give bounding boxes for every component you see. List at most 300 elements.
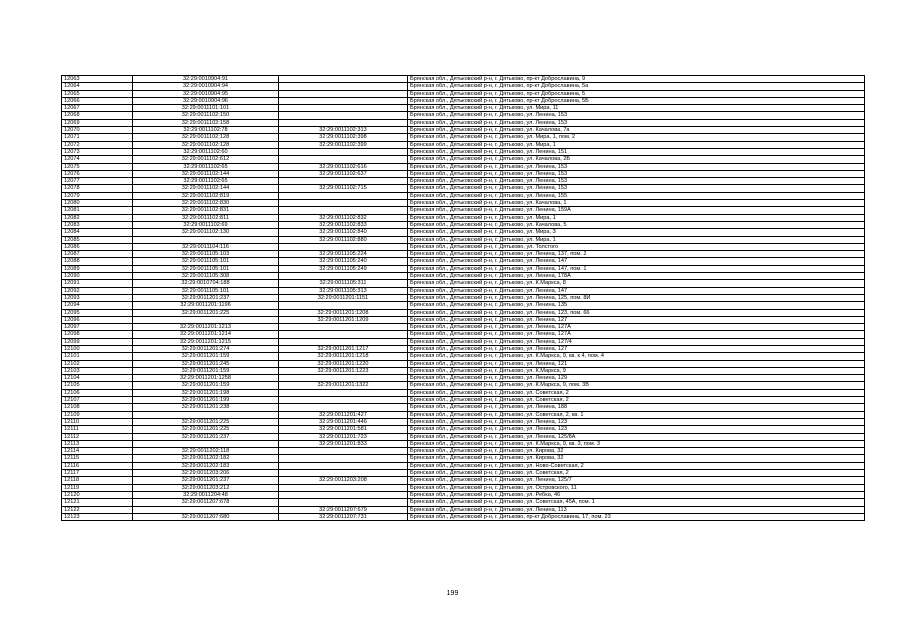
row-number-cell: 12099 xyxy=(62,338,133,345)
row-number-cell: 12063 xyxy=(62,76,133,83)
row-number-cell: 12083 xyxy=(62,221,133,228)
table-row xyxy=(62,367,865,374)
row-number-cell: 12071 xyxy=(62,134,133,141)
table-row xyxy=(62,477,865,484)
object-cadastral-number-cell xyxy=(279,462,408,469)
land-cadastral-number-cell: 32:29:0011201:237 xyxy=(133,294,279,301)
land-cadastral-number-cell: 32:29:0011201:1196 xyxy=(133,302,279,309)
object-cadastral-number-cell xyxy=(279,148,408,155)
object-cadastral-number-cell xyxy=(279,97,408,104)
land-cadastral-number-cell: 32:29:0011201:237 xyxy=(133,433,279,440)
object-cadastral-number-cell: 32:29:0011105:313 xyxy=(279,287,408,294)
table-row xyxy=(62,119,865,126)
address-cell: Брянская обл., Дятьковский р-н, г. Дятьково, пр-кт Доброславина, 5Б xyxy=(408,97,865,104)
land-cadastral-number-cell: 32:29:0011102:65 xyxy=(133,163,279,170)
table-row xyxy=(62,97,865,104)
address-cell: Брянская обл., Дятьковский р-н, г. Дятьково, ул. Кирова, 32 xyxy=(408,448,865,455)
land-cadastral-number-cell: 32:29:0011102:831 xyxy=(133,207,279,214)
row-number-cell: 12068 xyxy=(62,112,133,119)
address-cell: Брянская обл., Дятьковский р-н, г. Дятьково, ул. К.Маркса, 8 xyxy=(408,280,865,287)
table-row xyxy=(62,506,865,513)
address-cell: Брянская обл., Дятьковский р-н, г. Дятьково, ул. Ленина, 153 xyxy=(408,178,865,185)
row-number-cell: 12072 xyxy=(62,141,133,148)
land-cadastral-number-cell: 32:29:0011202:118 xyxy=(133,448,279,455)
object-cadastral-number-cell xyxy=(279,76,408,83)
table-row xyxy=(62,484,865,491)
object-cadastral-number-cell: 32:29:0011105:311 xyxy=(279,280,408,287)
table-row xyxy=(62,345,865,352)
address-cell: Брянская обл., Дятьковский р-н, г. Дятьково, ул. Ребка, 46 xyxy=(408,491,865,498)
address-cell: Брянская обл., Дятьковский р-н, г. Дятьково, ул. Ленина, 153 xyxy=(408,163,865,170)
table-row xyxy=(62,440,865,447)
table-row xyxy=(62,426,865,433)
object-cadastral-number-cell xyxy=(279,448,408,455)
address-cell: Брянская обл., Дятьковский р-н, г. Дятьково, ул. К.Маркса, 9 xyxy=(408,367,865,374)
object-cadastral-number-cell: 32:29:0011102:880 xyxy=(279,236,408,243)
object-cadastral-number-cell: 32:29:0011102:833 xyxy=(279,221,408,228)
table-row xyxy=(62,127,865,134)
row-number-cell: 12117 xyxy=(62,470,133,477)
object-cadastral-number-cell xyxy=(279,200,408,207)
row-number-cell: 12088 xyxy=(62,258,133,265)
table-row xyxy=(62,90,865,97)
object-cadastral-number-cell: 32:29:0011102:840 xyxy=(279,229,408,236)
land-cadastral-number-cell: 32:29:0011202:183 xyxy=(133,462,279,469)
object-cadastral-number-cell: 32:29:0011105:240 xyxy=(279,258,408,265)
object-cadastral-number-cell: 32:29:0011201:427 xyxy=(279,411,408,418)
address-cell: Брянская обл., Дятьковский р-н, г. Дятьково, ул. Ленина, 151 xyxy=(408,148,865,155)
land-cadastral-number-cell: 32:29:0011102:65 xyxy=(133,178,279,185)
table-row xyxy=(62,265,865,272)
object-cadastral-number-cell: 32:29:0011201:1223 xyxy=(279,367,408,374)
land-cadastral-number-cell: 32:29:0011102:69 xyxy=(133,221,279,228)
object-cadastral-number-cell: 32:29:0011201:1217 xyxy=(279,345,408,352)
object-cadastral-number-cell: 32:29:0011201:581 xyxy=(279,426,408,433)
row-number-cell: 12097 xyxy=(62,324,133,331)
land-cadastral-number-cell: 32:29:0011201:159 xyxy=(133,382,279,389)
address-cell: Брянская обл., Дятьковский р-н, г. Дятьково, ул. Советская, 2 xyxy=(408,470,865,477)
land-cadastral-number-cell: 32:29:0011102:60 xyxy=(133,148,279,155)
table-row xyxy=(62,200,865,207)
land-cadastral-number-cell: 32:29:0011203:212 xyxy=(133,484,279,491)
address-cell: Брянская обл., Дятьковский р-н, г. Дятьково, ул. Ленина, 127А xyxy=(408,331,865,338)
row-number-cell: 12084 xyxy=(62,229,133,236)
land-cadastral-number-cell: 32:29:0010904:95 xyxy=(133,90,279,97)
row-number-cell: 12119 xyxy=(62,484,133,491)
address-cell: Брянская обл., Дятьковский р-н, г. Дятьково, ул. Ленина, 125, пом. 8И xyxy=(408,294,865,301)
land-cadastral-number-cell: 32:29:0011202:182 xyxy=(133,455,279,462)
row-number-cell: 12073 xyxy=(62,148,133,155)
table-row xyxy=(62,324,865,331)
table-row xyxy=(62,192,865,199)
land-cadastral-number-cell: 32:29:0011105:101 xyxy=(133,258,279,265)
table-row xyxy=(62,294,865,301)
row-number-cell: 12069 xyxy=(62,119,133,126)
table-row xyxy=(62,404,865,411)
land-cadastral-number-cell: 32:29:0011204:48 xyxy=(133,491,279,498)
object-cadastral-number-cell xyxy=(279,389,408,396)
row-number-cell: 12114 xyxy=(62,448,133,455)
land-cadastral-number-cell: 32:29:0011102:819 xyxy=(133,192,279,199)
address-cell: Брянская обл., Дятьковский р-н, г. Дятьково, ул. Качалова, 1 xyxy=(408,200,865,207)
table-row xyxy=(62,375,865,382)
object-cadastral-number-cell: 32:29:0011201:1151 xyxy=(279,294,408,301)
row-number-cell: 12109 xyxy=(62,411,133,418)
table-row xyxy=(62,331,865,338)
row-number-cell: 12096 xyxy=(62,316,133,323)
table-row xyxy=(62,236,865,243)
table-row xyxy=(62,302,865,309)
address-cell: Брянская обл., Дятьковский р-н, г. Дятьково, ул. Ленина, 113 xyxy=(408,506,865,513)
address-cell: Брянская обл., Дятьковский р-н, г. Дятьково, ул. Ленина, 153 xyxy=(408,170,865,177)
row-number-cell: 12120 xyxy=(62,491,133,498)
row-number-cell: 12081 xyxy=(62,207,133,214)
address-cell: Брянская обл., Дятьковский р-н, г. Дятьково, ул. Ленина, 127 xyxy=(408,316,865,323)
land-cadastral-number-cell: 32:29:0011201:1213 xyxy=(133,324,279,331)
table-row xyxy=(62,163,865,170)
object-cadastral-number-cell xyxy=(279,83,408,90)
row-number-cell: 12090 xyxy=(62,273,133,280)
object-cadastral-number-cell: 32:29:0011201:1209 xyxy=(279,316,408,323)
table-row xyxy=(62,389,865,396)
row-number-cell: 12092 xyxy=(62,287,133,294)
table-row xyxy=(62,134,865,141)
address-cell: Брянская обл., Дятьковский р-н, г. Дятьково, ул. Ленина, 137, пом. 2 xyxy=(408,251,865,258)
object-cadastral-number-cell xyxy=(279,338,408,345)
row-number-cell: 12121 xyxy=(62,499,133,506)
land-cadastral-number-cell: 32:29:0011105:308 xyxy=(133,273,279,280)
land-cadastral-number-cell: 32:29:0011201:225 xyxy=(133,418,279,425)
object-cadastral-number-cell xyxy=(279,324,408,331)
row-number-cell: 12106 xyxy=(62,389,133,396)
land-cadastral-number-cell: 32:29:0011203:206 xyxy=(133,470,279,477)
address-cell: Брянская обл., Дятьковский р-н, г. Дятьково, ул. Ленина, 125/7 xyxy=(408,477,865,484)
object-cadastral-number-cell xyxy=(279,491,408,498)
land-cadastral-number-cell: 32:29:0011201:159 xyxy=(133,367,279,374)
object-cadastral-number-cell xyxy=(279,119,408,126)
land-cadastral-number-cell: 32:29:0011201:198 xyxy=(133,389,279,396)
table-row xyxy=(62,229,865,236)
object-cadastral-number-cell: 32:29:0011201:1322 xyxy=(279,382,408,389)
row-number-cell: 12093 xyxy=(62,294,133,301)
table-row xyxy=(62,170,865,177)
object-cadastral-number-cell: 32:29:0011105:224 xyxy=(279,251,408,258)
object-cadastral-number-cell xyxy=(279,484,408,491)
address-cell: Брянская обл., Дятьковский р-н, г. Дятьково, ул. Советская, 2, кв. 1 xyxy=(408,411,865,418)
address-cell: Брянская обл., Дятьковский р-н, г. Дятьково, ул. Советская, 2 xyxy=(408,397,865,404)
address-cell: Брянская обл., Дятьковский р-н, г. Дятьково, ул. Ленина, 188 xyxy=(408,404,865,411)
row-number-cell: 12064 xyxy=(62,83,133,90)
object-cadastral-number-cell xyxy=(279,331,408,338)
row-number-cell: 12118 xyxy=(62,477,133,484)
row-number-cell: 12110 xyxy=(62,418,133,425)
row-number-cell: 12082 xyxy=(62,214,133,221)
land-cadastral-number-cell: 32:29:0011102:78 xyxy=(133,127,279,134)
row-number-cell: 12089 xyxy=(62,265,133,272)
table-row xyxy=(62,382,865,389)
land-cadastral-number-cell: 32:29:0011207:678 xyxy=(133,499,279,506)
row-number-cell: 12079 xyxy=(62,192,133,199)
address-cell: Брянская обл., Дятьковский р-н, г. Дятьково, ул. Островского, 11 xyxy=(408,484,865,491)
table-body xyxy=(62,76,865,521)
address-cell: Брянская обл., Дятьковский р-н, г. Дятьково, ул. К.Маркса, 9, кв. к 4, пом. 4 xyxy=(408,353,865,360)
table-row xyxy=(62,243,865,250)
object-cadastral-number-cell xyxy=(279,470,408,477)
object-cadastral-number-cell xyxy=(279,375,408,382)
row-number-cell: 12080 xyxy=(62,200,133,207)
row-number-cell: 12075 xyxy=(62,163,133,170)
land-cadastral-number-cell: 32:29:0010904:94 xyxy=(133,83,279,90)
property-register-table xyxy=(61,75,865,521)
object-cadastral-number-cell xyxy=(279,112,408,119)
land-cadastral-number-cell: 32:29:0011207:680 xyxy=(133,513,279,520)
row-number-cell: 12107 xyxy=(62,397,133,404)
table-row xyxy=(62,141,865,148)
address-cell: Брянская обл., Дятьковский р-н, г. Дятьково, ул. К.Маркса, 9, кв. 3, пом. 3 xyxy=(408,440,865,447)
address-cell: Брянская обл., Дятьковский р-н, г. Дятьково, ул. Толстого xyxy=(408,243,865,250)
land-cadastral-number-cell xyxy=(133,440,279,447)
address-cell: Брянская обл., Дятьковский р-н, г. Дятьково, пр-кт Доброславина, 5а xyxy=(408,83,865,90)
land-cadastral-number-cell: 32:29:0011105:101 xyxy=(133,265,279,272)
land-cadastral-number-cell: 32:29:0011201:1214 xyxy=(133,331,279,338)
row-number-cell: 12103 xyxy=(62,367,133,374)
land-cadastral-number-cell: 32:29:0011201:1258 xyxy=(133,375,279,382)
row-number-cell: 12105 xyxy=(62,382,133,389)
land-cadastral-number-cell xyxy=(133,411,279,418)
row-number-cell: 12078 xyxy=(62,185,133,192)
object-cadastral-number-cell xyxy=(279,499,408,506)
table-row xyxy=(62,499,865,506)
address-cell: Брянская обл., Дятьковский р-н, г. Дятьково, ул. Ленина, 159А xyxy=(408,207,865,214)
row-number-cell: 12074 xyxy=(62,156,133,163)
object-cadastral-number-cell xyxy=(279,302,408,309)
land-cadastral-number-cell: 32:29:0011105:101 xyxy=(133,287,279,294)
land-cadastral-number-cell xyxy=(133,316,279,323)
row-number-cell: 12108 xyxy=(62,404,133,411)
address-cell: Брянская обл., Дятьковский р-н, г. Дятьково, ул. Советская, 45А, пом. 1 xyxy=(408,499,865,506)
address-cell: Брянская обл., Дятьковский р-н, г. Дятьково, ул. Мира, 1 xyxy=(408,141,865,148)
row-number-cell: 12094 xyxy=(62,302,133,309)
object-cadastral-number-cell xyxy=(279,105,408,112)
address-cell: Брянская обл., Дятьковский р-н, г. Дятьково, ул. Советская, 2 xyxy=(408,389,865,396)
page-number: 199 xyxy=(446,590,459,597)
object-cadastral-number-cell: 32:29:0011102:313 xyxy=(279,127,408,134)
row-number-cell: 12098 xyxy=(62,331,133,338)
land-cadastral-number-cell: 32:29:0010904:96 xyxy=(133,97,279,104)
address-cell: Брянская обл., Дятьковский р-н, г. Дятьково, пр-кт Доброславина, 17, пом. 23 xyxy=(408,513,865,520)
address-cell: Брянская обл., Дятьковский р-н, г. Дятьково, ул. Ленина, 129 xyxy=(408,375,865,382)
land-cadastral-number-cell: 32:29:0011201:225 xyxy=(133,309,279,316)
table-row xyxy=(62,112,865,119)
land-cadastral-number-cell: 32:29:0011102:128 xyxy=(133,134,279,141)
table-row xyxy=(62,76,865,83)
land-cadastral-number-cell: 32:29:0011201:245 xyxy=(133,360,279,367)
table-row xyxy=(62,433,865,440)
land-cadastral-number-cell: 32:29:0011102:612 xyxy=(133,156,279,163)
object-cadastral-number-cell xyxy=(279,192,408,199)
table-row xyxy=(62,273,865,280)
land-cadastral-number-cell xyxy=(133,506,279,513)
land-cadastral-number-cell: 32:29:0011105:103 xyxy=(133,251,279,258)
object-cadastral-number-cell: 32:29:0011201:1218 xyxy=(279,353,408,360)
table-row xyxy=(62,207,865,214)
land-cadastral-number-cell: 32:29:0011201:199 xyxy=(133,397,279,404)
row-number-cell: 12102 xyxy=(62,360,133,367)
row-number-cell: 12070 xyxy=(62,127,133,134)
land-cadastral-number-cell: 32:29:0011102:130 xyxy=(133,229,279,236)
address-cell: Брянская обл., Дятьковский р-н, г. Дятьково, ул. Качалова, 7а xyxy=(408,127,865,134)
row-number-cell: 12123 xyxy=(62,513,133,520)
address-cell: Брянская обл., Дятьковский р-н, г. Дятьково, ул. Ленина, 121 xyxy=(408,360,865,367)
land-cadastral-number-cell: 32:29:0011201:237 xyxy=(133,477,279,484)
address-cell: Брянская обл., Дятьковский р-н, г. Дятьково, ул. Ленина, 147 xyxy=(408,258,865,265)
table-row xyxy=(62,353,865,360)
object-cadastral-number-cell: 32:29:0011201:1208 xyxy=(279,309,408,316)
land-cadastral-number-cell: 32:29:0011201:159 xyxy=(133,353,279,360)
table-row xyxy=(62,470,865,477)
address-cell: Брянская обл., Дятьковский р-н, г. Дятьково, ул. Мира, 3 xyxy=(408,229,865,236)
object-cadastral-number-cell xyxy=(279,243,408,250)
row-number-cell: 12076 xyxy=(62,170,133,177)
object-cadastral-number-cell: 32:29:0011201:833 xyxy=(279,440,408,447)
object-cadastral-number-cell: 32:29:0011102:616 xyxy=(279,163,408,170)
address-cell: Брянская обл., Дятьковский р-н, г. Дятьково, ул. Ленина, 153 xyxy=(408,119,865,126)
address-cell: Брянская обл., Дятьковский р-н, г. Дятьково, ул. Ленина, 153 xyxy=(408,185,865,192)
address-cell: Брянская обл., Дятьковский р-н, г. Дятьково, ул. Ленина, 153 xyxy=(408,112,865,119)
address-cell: Брянская обл., Дятьковский р-н, г. Дятьково, пр-кт Доброславина, 5 xyxy=(408,90,865,97)
table-row xyxy=(62,418,865,425)
object-cadastral-number-cell xyxy=(279,207,408,214)
row-number-cell: 12101 xyxy=(62,353,133,360)
row-number-cell: 12112 xyxy=(62,433,133,440)
object-cadastral-number-cell: 32:29:0011207:731 xyxy=(279,513,408,520)
object-cadastral-number-cell: 32:29:0011207:679 xyxy=(279,506,408,513)
table-row xyxy=(62,251,865,258)
table-row xyxy=(62,214,865,221)
object-cadastral-number-cell: 32:29:0011102:715 xyxy=(279,185,408,192)
object-cadastral-number-cell xyxy=(279,178,408,185)
row-number-cell: 12067 xyxy=(62,105,133,112)
address-cell: Брянская обл., Дятьковский р-н, г. Дятьково, ул. Мира, 11 xyxy=(408,105,865,112)
address-cell: Брянская обл., Дятьковский р-н, г. Дятьково, ул. Качалова, 5 xyxy=(408,221,865,228)
object-cadastral-number-cell: 32:29:0011102:399 xyxy=(279,141,408,148)
table-row xyxy=(62,462,865,469)
land-cadastral-number-cell: 32:29:0011104:116 xyxy=(133,243,279,250)
table-row xyxy=(62,105,865,112)
object-cadastral-number-cell xyxy=(279,397,408,404)
land-cadastral-number-cell: 32:29:0011201:225 xyxy=(133,426,279,433)
table-row xyxy=(62,448,865,455)
table-row xyxy=(62,83,865,90)
land-cadastral-number-cell: 32:29:0011102:158 xyxy=(133,119,279,126)
table-row xyxy=(62,411,865,418)
object-cadastral-number-cell: 32:29:0011201:723 xyxy=(279,433,408,440)
table-row xyxy=(62,221,865,228)
row-number-cell: 12095 xyxy=(62,309,133,316)
object-cadastral-number-cell: 32:29:0011105:249 xyxy=(279,265,408,272)
address-cell: Брянская обл., Дятьковский р-н, г. Дятьково, ул. Ленина, 127 xyxy=(408,345,865,352)
table-row xyxy=(62,491,865,498)
row-number-cell: 12116 xyxy=(62,462,133,469)
land-cadastral-number-cell: 32:29:0011101:101 xyxy=(133,105,279,112)
address-cell: Брянская обл., Дятьковский р-н, г. Дятьково, ул. Ленина, 127А xyxy=(408,324,865,331)
object-cadastral-number-cell xyxy=(279,156,408,163)
address-cell: Брянская обл., Дятьковский р-н, г. Дятьково, пр-кт Доброславина, 9 xyxy=(408,76,865,83)
address-cell: Брянская обл., Дятьковский р-н, г. Дятьково, ул. Ленина, 147 xyxy=(408,287,865,294)
address-cell: Брянская обл., Дятьковский р-н, г. Дятьково, ул. Мира, 1, пом. 2 xyxy=(408,134,865,141)
table-row xyxy=(62,185,865,192)
address-cell: Брянская обл., Дятьковский р-н, г. Дятьково, ул. Ленина, 125/8А xyxy=(408,433,865,440)
object-cadastral-number-cell: 32:29:0011201:1220 xyxy=(279,360,408,367)
table-row xyxy=(62,258,865,265)
object-cadastral-number-cell xyxy=(279,90,408,97)
object-cadastral-number-cell: 32:29:0011102:832 xyxy=(279,214,408,221)
row-number-cell: 12086 xyxy=(62,243,133,250)
row-number-cell: 12066 xyxy=(62,97,133,104)
object-cadastral-number-cell: 32:29:0011201:446 xyxy=(279,418,408,425)
address-cell: Брянская обл., Дятьковский р-н, г. Дятьково, ул. Ленина, 123, пом. 66 xyxy=(408,309,865,316)
row-number-cell: 12085 xyxy=(62,236,133,243)
land-cadastral-number-cell: 32:29:0011201:238 xyxy=(133,404,279,411)
land-cadastral-number-cell: 32:29:0011201:1215 xyxy=(133,338,279,345)
table-row xyxy=(62,280,865,287)
address-cell: Брянская обл., Дятьковский р-н, г. Дятьково, ул. Ленина, 123 xyxy=(408,418,865,425)
object-cadastral-number-cell xyxy=(279,273,408,280)
table-row xyxy=(62,338,865,345)
address-cell: Брянская обл., Дятьковский р-н, г. Дятьково, ул. Ленина, 178А xyxy=(408,273,865,280)
row-number-cell: 12115 xyxy=(62,455,133,462)
land-cadastral-number-cell: 32:29:0011102:811 xyxy=(133,214,279,221)
table-row xyxy=(62,316,865,323)
object-cadastral-number-cell: 32:29:0011102:398 xyxy=(279,134,408,141)
table-row xyxy=(62,148,865,155)
table-row xyxy=(62,309,865,316)
address-cell: Брянская обл., Дятьковский р-н, г. Дятьково, ул. Мира, 1 xyxy=(408,214,865,221)
land-cadastral-number-cell: 32:29:0010704:188 xyxy=(133,280,279,287)
address-cell: Брянская обл., Дятьковский р-н, г. Дятьково, ул. Ленина, 147, пом. 1 xyxy=(408,265,865,272)
table-row xyxy=(62,287,865,294)
land-cadastral-number-cell: 32:29:0011102:144 xyxy=(133,170,279,177)
land-cadastral-number-cell: 32:29:0011102:128 xyxy=(133,141,279,148)
row-number-cell: 12122 xyxy=(62,506,133,513)
land-cadastral-number-cell: 32:29:0011201:274 xyxy=(133,345,279,352)
table-row xyxy=(62,360,865,367)
land-cadastral-number-cell xyxy=(133,236,279,243)
land-cadastral-number-cell: 32:29:0011102:830 xyxy=(133,200,279,207)
row-number-cell: 12111 xyxy=(62,426,133,433)
object-cadastral-number-cell: 32:29:0011102:637 xyxy=(279,170,408,177)
address-cell: Брянская обл., Дятьковский р-н, г. Дятьково, ул. Мира, 1 xyxy=(408,236,865,243)
object-cadastral-number-cell xyxy=(279,455,408,462)
address-cell: Брянская обл., Дятьковский р-н, г. Дятьково, ул. Ленина, 155 xyxy=(408,192,865,199)
table-row xyxy=(62,397,865,404)
table-row xyxy=(62,513,865,520)
address-cell: Брянская обл., Дятьковский р-н, г. Дятьково, ул. Ново-Советская, 2 xyxy=(408,462,865,469)
address-cell: Брянская обл., Дятьковский р-н, г. Дятьково, ул. Ленина, 127/4 xyxy=(408,338,865,345)
object-cadastral-number-cell xyxy=(279,404,408,411)
row-number-cell: 12100 xyxy=(62,345,133,352)
address-cell: Брянская обл., Дятьковский р-н, г. Дятьково, ул. Качалова, 2Б xyxy=(408,156,865,163)
table-row xyxy=(62,455,865,462)
object-cadastral-number-cell: 32:29:0011203:208 xyxy=(279,477,408,484)
row-number-cell: 12077 xyxy=(62,178,133,185)
address-cell: Брянская обл., Дятьковский р-н, г. Дятьково, ул. Ленина, 135 xyxy=(408,302,865,309)
address-cell: Брянская обл., Дятьковский р-н, г. Дятьково, ул. Ленина, 123 xyxy=(408,426,865,433)
land-cadastral-number-cell: 32:29:0011102:150 xyxy=(133,112,279,119)
land-cadastral-number-cell: 32:29:0010904:91 xyxy=(133,76,279,83)
row-number-cell: 12065 xyxy=(62,90,133,97)
land-cadastral-number-cell: 32:29:0011102:144 xyxy=(133,185,279,192)
